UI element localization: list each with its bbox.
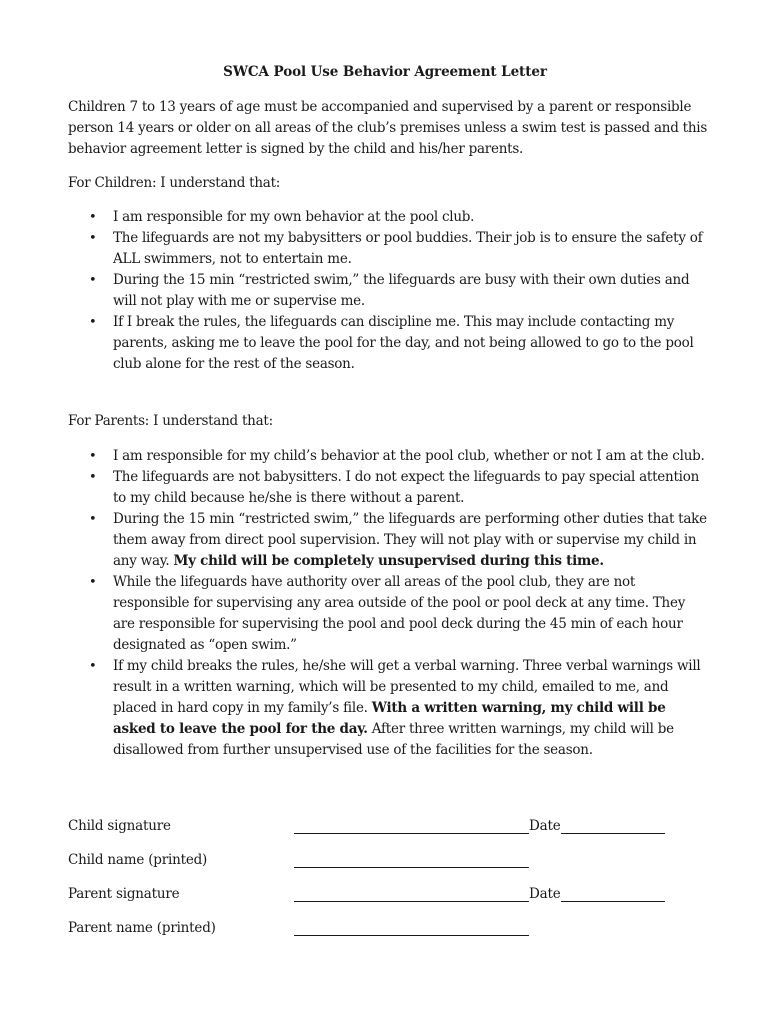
list-item-emphasis: My child will be completely unsupervised during this time. (173, 553, 604, 569)
bullet-icon: • (89, 659, 97, 674)
document-title: SWCA Pool Use Behavior Agreement Letter (223, 64, 547, 80)
child-name-row (68, 852, 708, 874)
list-item (68, 228, 708, 270)
parent-name-row (68, 920, 708, 942)
parent-date-line[interactable] (561, 901, 665, 902)
child-signature-line[interactable] (294, 833, 529, 834)
list-item-text: If I break the rules, the lifeguards can discipline me. This may include contacting my parents, asking me to leave the pool for the day, and not being allowed to go to the pool club alone for the rest of the season. (113, 314, 694, 372)
children-list (68, 207, 708, 375)
parent-signature-row (68, 886, 708, 908)
parents-heading: For Parents: I understand that: (68, 413, 273, 429)
parent-date-label: Date (529, 886, 561, 902)
list-item-text: While the lifeguards have authority over all areas of the pool club, they are not responsible for supervising any area outside of the pool or pool deck at any time. They are responsible for supervising the pool and pool deck during the 45 min of each hour designated as “open swim.” (113, 574, 686, 653)
list-item-text: During the 15 min “restricted swim,” the lifeguards are performing other duties that take them away from direct pool supervision. They will not play with or supervise my child in any way. (113, 511, 707, 569)
children-heading: For Children: I understand that: (68, 175, 281, 191)
intro-paragraph: Children 7 to 13 years of age must be accompanied and supervised by a parent or responsible person 14 years or older on all areas of the club’s premises unless a swim test is passed and this behavior agreement letter is signed by the child and his/her parents. (68, 99, 708, 157)
parent-name-line[interactable] (294, 935, 529, 936)
parents-list (68, 446, 708, 761)
list-item-text: The lifeguards are not my babysitters or pool buddies. Their job is to ensure the safety of ALL swimmers, not to entertain me. (113, 230, 703, 267)
bullet-icon: • (89, 273, 97, 288)
list-item-text: If my child breaks the rules, he/she will get a verbal warning. Three verbal warnings will result in a written warning, which will be presented to my child, emailed to me, and placed in hard copy in my family’s file. (113, 658, 701, 716)
list-item-text: I am responsible for my child’s behavior at the pool club, whether or not I am at the club. (113, 448, 705, 464)
list-item (68, 509, 708, 572)
bullet-icon: • (89, 512, 97, 527)
bullet-icon: • (89, 315, 97, 330)
child-name-line[interactable] (294, 867, 529, 868)
list-item (68, 656, 708, 761)
parent-signature-label: Parent signature (68, 886, 180, 902)
list-item-emphasis: With a written warning, my child will be asked to leave the pool for the day. (113, 700, 666, 737)
bullet-icon: • (89, 575, 97, 590)
list-item-text: During the 15 min “restricted swim,” the lifeguards are busy with their own duties and will not play with me or supervise me. (113, 272, 690, 309)
list-item-text-after: After three written warnings, my child will be disallowed from further unsupervised use of the facilities for the season. (113, 721, 674, 758)
child-signature-label: Child signature (68, 818, 171, 834)
bullet-icon: • (89, 449, 97, 464)
list-item-text: I am responsible for my own behavior at the pool club. (113, 209, 475, 225)
list-item (68, 446, 708, 467)
list-item-text: The lifeguards are not babysitters. I do not expect the lifeguards to pay special attention to my child because he/she is there without a parent. (113, 469, 700, 506)
child-signature-row (68, 818, 708, 840)
list-item (68, 312, 708, 375)
list-item (68, 207, 708, 228)
parent-signature-line[interactable] (294, 901, 529, 902)
child-name-label: Child name (printed) (68, 852, 208, 868)
bullet-icon: • (89, 231, 97, 246)
list-item (68, 270, 708, 312)
list-item (68, 467, 708, 509)
bullet-icon: • (89, 210, 97, 225)
child-date-line[interactable] (561, 833, 665, 834)
parent-name-label: Parent name (printed) (68, 920, 216, 936)
bullet-icon: • (89, 470, 97, 485)
child-date-label: Date (529, 818, 561, 834)
list-item (68, 572, 708, 656)
